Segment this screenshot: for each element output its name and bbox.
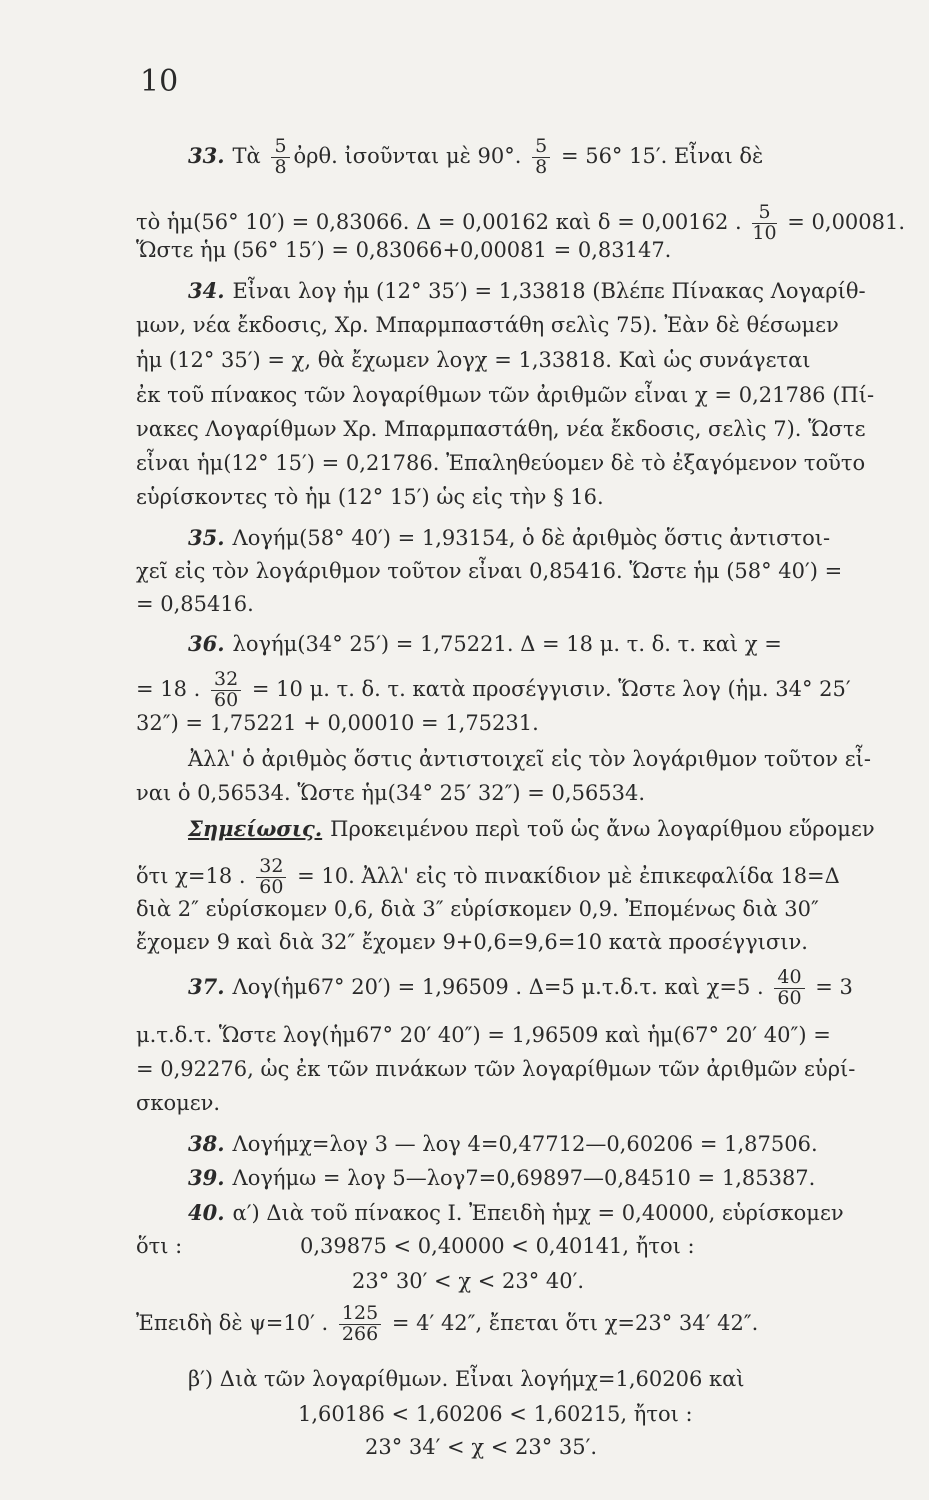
text-line: νακες Λογαρίθμων Χρ. Μπαρμπαστάθη, νέα ἔκδοσις, σελὶς 7). Ὥστε: [136, 417, 866, 441]
exercise-number: 35.: [188, 525, 225, 550]
denominator: 8: [274, 155, 287, 178]
text-segment: Προκειμένου περὶ τοῦ ὡς ἄνω λογαρίθμου εὕρομεν: [330, 817, 875, 841]
text-line: 32″) = 1,75221 + 0,00010 = 1,75231.: [136, 711, 539, 735]
numerator: 5: [752, 203, 776, 224]
page-number: 10: [140, 64, 179, 99]
fraction: [256, 857, 286, 898]
text-line: 23° 30′ < χ < 23° 40′.: [352, 1269, 585, 1293]
text-line: = 0,85416.: [136, 592, 254, 616]
text-line: [136, 857, 840, 898]
text-segment: = 18 .: [136, 676, 201, 701]
text-segment: Λογήμ(58° 40′) = 1,93154, ὁ δὲ ἀριθμὸς ὅστις ἀντιστοι-: [232, 526, 831, 550]
text-segment: α′) Διὰ τοῦ πίνακος I. Ἐπειδὴ ἡμχ = 0,40000, εὑρίσκομεν: [232, 1201, 844, 1225]
fraction: [339, 1304, 381, 1345]
text-line: [136, 1304, 758, 1345]
text-segment: = 56° 15′. Εἶναι δὲ: [560, 143, 764, 168]
denominator: 10: [752, 221, 777, 244]
text-line: [188, 1167, 815, 1189]
numerator: 32: [256, 857, 286, 878]
text-line: = 0,92276, ὡς ἐκ τῶν πινάκων τῶν λογαρίθμων τῶν ἀριθμῶν εὑρί-: [136, 1057, 856, 1081]
text-line: χεῖ εἰς τὸν λογάριθμον τοῦτον εἶναι 0,85416. Ὥστε ἡμ (58° 40′) =: [136, 559, 843, 583]
text-line: ἔχομεν 9 καὶ διὰ 32″ ἔχομεν 9+0,6=9,6=10 κατὰ προσέγγισιν.: [136, 930, 808, 954]
text-segment: = 4′ 42″, ἔπεται ὅτι χ=23° 34′ 42″.: [391, 1310, 759, 1335]
text-line: 1,60186 < 1,60206 < 1,60215, ἤτοι :: [298, 1402, 693, 1426]
text-line: [188, 818, 875, 840]
text-line: ναι ὁ 0,56534. Ὥστε ἡμ(34° 25′ 32″) = 0,56534.: [136, 781, 646, 805]
denominator: 266: [341, 1322, 379, 1345]
denominator: 60: [214, 688, 239, 711]
note-heading: Σημείωσις.: [188, 816, 323, 841]
text-line: διὰ 2″ εὑρίσκομεν 0,6, διὰ 3″ εὑρίσκομεν 0,9. Ἐπομένως διὰ 30″: [136, 897, 819, 921]
text-line: μ.τ.δ.τ. Ὥστε λογ(ἡμ67° 20′ 40″) = 1,96509 καὶ ἡμ(67° 20′ 40″) =: [136, 1023, 831, 1047]
fraction: [774, 968, 804, 1009]
text-line: μων, νέα ἔκδοσις, Χρ. Μπαρμπαστάθη σελὶς 75). Ἐὰν δὲ θέσωμεν: [136, 313, 839, 337]
text-segment: Ἐπειδὴ δὲ ψ=10′ .: [136, 1310, 329, 1335]
denominator: 60: [777, 986, 802, 1009]
text-segment: λογήμ(34° 25′) = 1,75221. Δ = 18 μ. τ. δ. τ. καὶ χ =: [232, 632, 782, 656]
text-line: εἶναι ἡμ(12° 15′) = 0,21786. Ἐπαληθεύομεν δὲ τὸ ἐξαγόμενον τοῦτο: [136, 451, 866, 475]
text-line: [188, 1133, 818, 1155]
text-segment: = 0,00081.: [787, 209, 906, 234]
text-segment: ὀρθ. ἰσοῦνται μὲ 90°.: [293, 143, 522, 168]
exercise-number: 37.: [188, 973, 225, 999]
text-segment: Λογήμχ=λογ 3 — λογ 4=0,47712—0,60206 = 1,87506.: [232, 1132, 818, 1156]
text-line: ἐκ τοῦ πίνακος τῶν λογαρίθμων τῶν ἀριθμῶν εἶναι χ = 0,21786 (Πί-: [136, 383, 875, 407]
text-segment: = 3: [815, 974, 853, 999]
text-line: [188, 137, 763, 178]
text-line: [188, 280, 866, 302]
exercise-number: 39.: [188, 1165, 225, 1190]
text-line: β′) Διὰ τῶν λογαρίθμων. Εἶναι λογήμχ=1,60206 καὶ: [188, 1367, 745, 1391]
text-segment: Εἶναι λογ ἡμ (12° 35′) = 1,33818 (Βλέπε Πίνακας Λογαρίθ-: [232, 279, 866, 303]
fraction: [752, 203, 776, 244]
text-line: Ἀλλ' ὁ ἀριθμὸς ὅστις ἀντιστοιχεῖ εἰς τὸν λογάριθμον τοῦτον εἶ-: [188, 747, 871, 771]
text-segment: = 10. Ἀλλ' εἰς τὸ πινακίδιον μὲ ἐπικεφαλίδα 18=Δ: [297, 863, 840, 888]
exercise-number: 33.: [188, 142, 225, 168]
fraction: [532, 137, 550, 178]
text-line: [188, 527, 830, 549]
text-segment: Τὰ: [232, 143, 261, 168]
text-segment: Λογήμω = λογ 5—λογ7=0,69897—0,84510 = 1,85387.: [232, 1166, 816, 1190]
text-line: εὑρίσκοντες τὸ ἡμ (12° 15′) ὡς εἰς τὴν § 16.: [136, 485, 604, 509]
text-line: σκομεν.: [136, 1091, 221, 1115]
fraction: [211, 670, 241, 711]
text-segment: = 10 μ. τ. δ. τ. κατὰ προσέγγισιν. Ὥστε λογ (ἡμ. 34° 25′: [251, 676, 851, 701]
text-line: Ὥστε ἡμ (56° 15′) = 0,83066+0,00081 = 0,83147.: [136, 238, 672, 262]
denominator: 60: [259, 875, 284, 898]
numerator: 125: [339, 1304, 381, 1325]
text-line: [188, 633, 782, 655]
text-line: ὅτι :: [136, 1234, 183, 1258]
text-segment: ὅτι χ=18 .: [136, 863, 246, 888]
exercise-number: 36.: [188, 631, 225, 656]
text-segment: τὸ ἡμ(56° 10′) = 0,83066. Δ = 0,00162 καὶ δ = 0,00162 .: [136, 209, 742, 234]
text-segment: Λογ(ἡμ67° 20′) = 1,96509 . Δ=5 μ.τ.δ.τ. καὶ χ=5 .: [232, 974, 764, 999]
exercise-number: 40.: [188, 1200, 225, 1225]
fraction: [271, 137, 289, 178]
numerator: 32: [211, 670, 241, 691]
text-line: 23° 34′ < χ < 23° 35′.: [365, 1435, 598, 1459]
text-line: ἡμ (12° 35′) = χ, θὰ ἔχωμεν λογχ = 1,33818. Καὶ ὡς συνάγεται: [136, 348, 811, 372]
text-line: [188, 1202, 844, 1224]
text-line: [188, 968, 853, 1009]
numerator: 5: [532, 137, 550, 158]
denominator: 8: [535, 155, 548, 178]
text-line: 0,39875 < 0,40000 < 0,40141, ἤτοι :: [300, 1234, 695, 1258]
numerator: 5: [271, 137, 289, 158]
exercise-number: 34.: [188, 278, 225, 303]
text-line: [136, 670, 851, 711]
exercise-number: 38.: [188, 1131, 225, 1156]
numerator: 40: [774, 968, 804, 989]
